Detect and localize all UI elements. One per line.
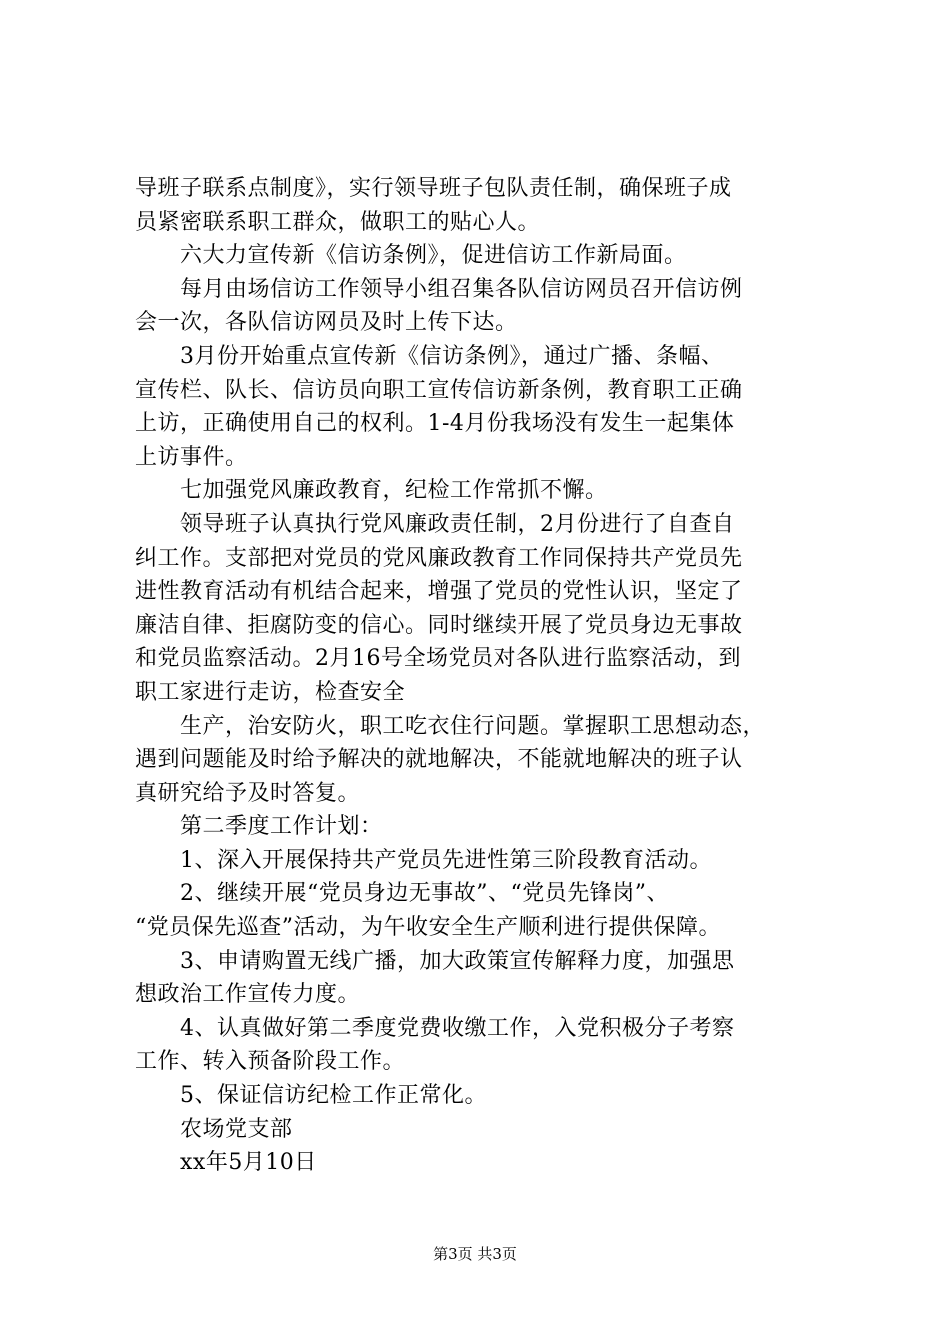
text-line: 上访，正确使用自己的权利。1-4月份我场没有发生一起集体 xyxy=(135,411,735,437)
section-heading: 第二季度工作计划： xyxy=(135,814,383,840)
text-line: 职工家进行走访，检查安全 xyxy=(135,679,406,705)
text-line: 上访事件。 xyxy=(135,444,248,470)
text-line: 3月份开始重点宣传新《信访条例》，通过广播、条幅、 xyxy=(135,343,724,369)
section-heading: 七加强党风廉政教育，纪检工作常抓不懈。 xyxy=(135,478,608,504)
text-line: 每月由场信访工作领导小组召集各队信访网员召开信访例 xyxy=(135,276,743,302)
plan-item: 5、保证信访纪检工作正常化。 xyxy=(135,1083,487,1109)
text-line: 员紧密联系职工群众，做职工的贴心人。 xyxy=(135,209,541,235)
document-body xyxy=(135,172,835,1180)
page-number-footer: 第3页 共3页 xyxy=(433,1245,517,1263)
plan-item: “党员保先巡查”活动，为午收安全生产顺利进行提供保障。 xyxy=(135,915,721,941)
text-line: 生产，治安防火，职工吃衣住行问题。掌握职工思想动态， xyxy=(135,713,766,739)
signature-date: xx年5月10日 xyxy=(135,1150,317,1176)
plan-item: 3、申请购置无线广播，加大政策宣传解释力度，加强思 xyxy=(135,948,735,974)
plan-item: 2、继续开展“党员身边无事故”、“党员先锋岗”、 xyxy=(135,881,669,907)
text-line: 和党员监察活动。2月16号全场党员对各队进行监察活动，到 xyxy=(135,646,741,672)
plan-item: 1、深入开展保持共产党员先进性第三阶段教育活动。 xyxy=(135,847,712,873)
text-line: 领导班子认真执行党风廉政责任制，2月份进行了自查自 xyxy=(135,511,735,537)
text-line: 真研究给予及时答复。 xyxy=(135,780,361,806)
section-heading: 六大力宣传新《信访条例》，促进信访工作新局面。 xyxy=(135,243,687,269)
plan-item: 4、认真做好第二季度党费收缴工作，入党积极分子考察 xyxy=(135,1015,735,1041)
text-line: 进性教育活动有机结合起来，增强了党员的党性认识，坚定了 xyxy=(135,579,743,605)
plan-item: 想政治工作宣传力度。 xyxy=(135,982,361,1008)
text-line: 纠工作。支部把对党员的党风廉政教育工作同保持共产党员先 xyxy=(135,545,743,571)
signature-organization: 农场党支部 xyxy=(135,1116,293,1142)
text-line: 遇到问题能及时给予解决的就地解决，不能就地解决的班子认 xyxy=(135,747,743,773)
text-line: 廉洁自律、拒腐防变的信心。同时继续开展了党员身边无事故 xyxy=(135,612,743,638)
text-line: 宣传栏、队长、信访员向职工宣传信访新条例，教育职工正确 xyxy=(135,377,743,403)
plan-item: 工作、转入预备阶段工作。 xyxy=(135,1049,406,1075)
text-line: 导班子联系点制度》，实行领导班子包队责任制，确保班子成 xyxy=(135,176,732,201)
text-line: 会一次，各队信访网员及时上传下达。 xyxy=(135,310,518,336)
